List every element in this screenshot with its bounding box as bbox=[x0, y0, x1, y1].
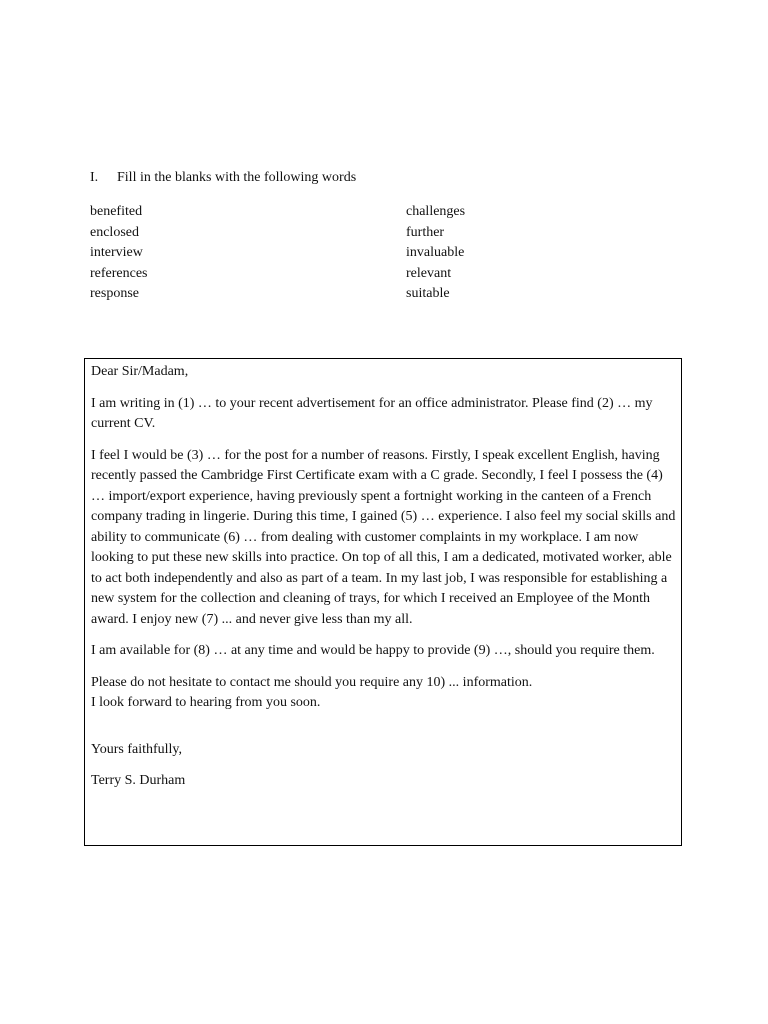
word-item: response bbox=[90, 286, 139, 301]
word-item: suitable bbox=[406, 286, 450, 301]
word-item: relevant bbox=[406, 265, 452, 281]
letter-closing: Yours faithfully, bbox=[91, 741, 183, 757]
word-list-left bbox=[90, 202, 148, 305]
exercise-number: I. bbox=[90, 170, 99, 185]
letter-paragraph-3: I am available for (8) … at any time and would be happy to provide (9) …, should you require them. bbox=[91, 643, 655, 658]
word-item: references bbox=[90, 265, 148, 281]
letter-paragraph-1: I am writing in (1) … to your recent advertisement for an office administrator. Please find (2) … my current CV. bbox=[91, 395, 653, 431]
exercise-heading bbox=[90, 169, 356, 187]
letter-paragraph-4-line-1: Please do not hesitate to contact me should you require any 10) ... information. bbox=[91, 674, 533, 690]
letter-salutation: Dear Sir/Madam, bbox=[91, 364, 189, 379]
word-list-right bbox=[406, 202, 465, 305]
letter-signature: Terry S. Durham bbox=[91, 773, 186, 788]
letter-paragraph-2: I feel I would be (3) … for the post for a number of reasons. Firstly, I speak excellent English, having recently passed the Cambridge First Certificate exam with a C grade. Secondly, I feel I possess the (4) … import/export experience, having previously spent a fortnight working in the canteen of a French company trading in lingerie. During this time, I gained (5) … experience. I also feel my social skills and ability to communicate (6) … from dealing with customer complaints in my workplace. I am now looking to put these new skills into practice. On top of all this, I am a dedicated, motivated worker, able to act both independently and also as part of a team. In my last job, I was responsible for establishing a new system for the collection and cleaning of trays, for which I received an Employee of the Month award. I enjoy new (7) ... and never give less than my all. bbox=[91, 447, 676, 627]
word-item: invaluable bbox=[406, 245, 465, 260]
letter-paragraph-4-line-2: I look forward to hearing from you soon. bbox=[91, 695, 321, 710]
cover-letter-box bbox=[84, 358, 682, 846]
word-item: enclosed bbox=[90, 224, 139, 240]
word-item: challenges bbox=[406, 204, 466, 219]
exercise-instruction: Fill in the blanks with the following words bbox=[117, 170, 357, 185]
word-item: benefited bbox=[90, 204, 143, 219]
word-item: interview bbox=[90, 245, 143, 260]
word-item: further bbox=[406, 224, 445, 240]
